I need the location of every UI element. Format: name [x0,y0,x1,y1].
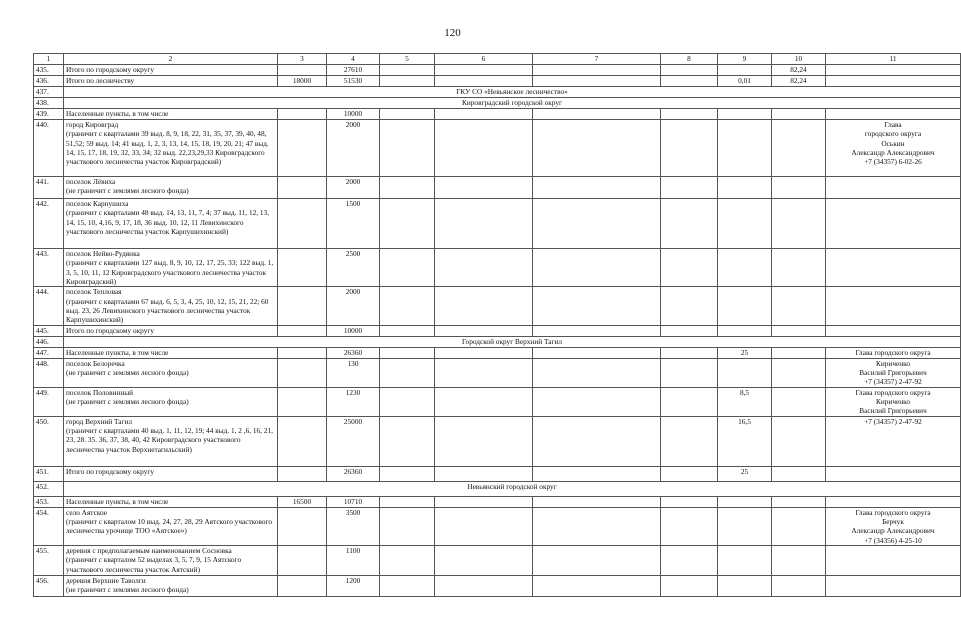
header-cell-2: 2 [64,54,278,65]
col8-value [661,507,718,545]
col6-value [435,120,533,177]
col9-value: 8,5 [718,387,772,416]
table-row [34,65,961,76]
col5-value [380,466,435,481]
col7-value [533,120,661,177]
col8-value [661,545,718,575]
section-row [34,481,961,496]
row-name: село Аятское (граничит с кварталом 10 выд. 24, 27, 28, 29 Аятского участкового лесничества урочище ТОО «Аятское») [64,507,278,545]
header-cell-11: 11 [826,54,961,65]
header-cell-4: 4 [327,54,380,65]
section-title: Городской округ Верхний Тагил [64,336,961,347]
col5-value [380,545,435,575]
col9-value: 16,5 [718,416,772,466]
row-number: 456. [34,575,64,596]
col5-value [380,65,435,76]
table-row [34,199,961,249]
section-title: ГКУ СО «Невьянское лесничество» [64,87,961,98]
contact-info: Глава городского округа Берчук Александр Александрович +7 (34356) 4-25-10 [826,507,961,545]
contact-info [826,496,961,507]
row-name: Итого по городскому округу [64,466,278,481]
col5-value [380,199,435,249]
col7-value [533,347,661,358]
col5-value [380,496,435,507]
col8-value [661,416,718,466]
col10-value [772,347,826,358]
col7-value [533,109,661,120]
contact-info [826,466,961,481]
col4-value: 2500 [327,249,380,287]
col3-value [278,387,327,416]
row-name: Населенные пункты, в том числе [64,496,278,507]
col5-value [380,177,435,199]
col9-value: 0,01 [718,76,772,87]
row-number: 439. [34,109,64,120]
table-row [34,358,961,387]
col3-value [278,199,327,249]
col8-value [661,177,718,199]
col5-value [380,109,435,120]
col8-value [661,575,718,596]
col3-value [278,575,327,596]
col6-value [435,496,533,507]
col9-value [718,545,772,575]
table-row [34,387,961,416]
row-name: поселок Половинный (не граничит с землями лесного фонда) [64,387,278,416]
row-name: поселок Карпушиха (граничит с кварталами 48 выд. 14, 13, 11, 7, 4; 37 выд. 11, 12, 13, 14, 15, 10, 4,16, 9, 17, 18, 36 выд. 10, 12, 11 Левихинского участкового лесничества участок Карпушихинский) [64,199,278,249]
col5-value [380,387,435,416]
header-row [34,54,961,65]
row-number: 451. [34,466,64,481]
col5-value [380,416,435,466]
col5-value [380,249,435,287]
header-cell-6: 6 [435,54,533,65]
header-cell-1: 1 [34,54,64,65]
col10-value [772,416,826,466]
row-name: город Верхний Тагил (граничит с кварталами 40 выд. 1, 11, 12, 19; 44 выд. 1, 2 ,6, 16, 21, 23, 28. 35. 36, 37, 38, 40, 42 Кировградского участкового лесничества участок Верхнетагильский) [64,416,278,466]
col4-value: 1230 [327,387,380,416]
col7-value [533,177,661,199]
row-name: Итого по городскому округу [64,325,278,336]
col3-value: 16500 [278,496,327,507]
col9-value [718,496,772,507]
contact-info [826,109,961,120]
col9-value: 25 [718,347,772,358]
col6-value [435,575,533,596]
row-number: 442. [34,199,64,249]
col7-value [533,575,661,596]
table-row [34,249,961,287]
contact-info [826,575,961,596]
table-row [34,507,961,545]
contact-info: Глава городского округа Оськин Александр Александрович +7 (34357) 6-02-26 [826,120,961,177]
col10-value [772,249,826,287]
header-cell-10: 10 [772,54,826,65]
forest-fire-table [33,53,961,597]
row-number: 449. [34,387,64,416]
section-row [34,336,961,347]
col7-value [533,358,661,387]
contact-info [826,287,961,325]
col4-value: 3500 [327,507,380,545]
contact-info: +7 (34357) 2-47-92 [826,416,961,466]
row-number: 444. [34,287,64,325]
contact-info [826,65,961,76]
table-row [34,466,961,481]
col4-value: 1200 [327,575,380,596]
col3-value [278,507,327,545]
col8-value [661,358,718,387]
col8-value [661,199,718,249]
col10-value [772,287,826,325]
col9-value [718,109,772,120]
row-number: 438. [34,98,64,109]
col10-value [772,120,826,177]
col8-value [661,496,718,507]
col9-value [718,120,772,177]
row-number: 452. [34,481,64,496]
col4-value: 27610 [327,65,380,76]
col6-value [435,325,533,336]
table-row [34,575,961,596]
col3-value [278,347,327,358]
section-title: Невьянский городской округ [64,481,961,496]
col8-value [661,249,718,287]
col5-value [380,76,435,87]
col3-value [278,120,327,177]
section-title: Кировградский городской округ [64,98,961,109]
col9-value [718,358,772,387]
row-name: Населенные пункты, в том числе [64,347,278,358]
header-cell-8: 8 [661,54,718,65]
contact-info [826,76,961,87]
col6-value [435,177,533,199]
col5-value [380,287,435,325]
row-name: Итого по лесничеству [64,76,278,87]
row-number: 446. [34,336,64,347]
header-cell-9: 9 [718,54,772,65]
row-number: 440. [34,120,64,177]
col7-value [533,545,661,575]
col6-value [435,507,533,545]
col3-value [278,358,327,387]
col7-value [533,416,661,466]
col8-value [661,466,718,481]
row-number: 437. [34,87,64,98]
col5-value [380,347,435,358]
contact-info [826,325,961,336]
row-name: деревня Верхние Таволги (не граничит с землями лесного фонда) [64,575,278,596]
table-row [34,325,961,336]
col7-value [533,325,661,336]
table-row [34,496,961,507]
section-row [34,98,961,109]
table-row [34,347,961,358]
col6-value [435,387,533,416]
col10-value [772,496,826,507]
col4-value: 25000 [327,416,380,466]
col5-value [380,575,435,596]
col7-value [533,76,661,87]
col7-value [533,199,661,249]
header-cell-3: 3 [278,54,327,65]
row-name: Итого по городскому округу [64,65,278,76]
col4-value: 2000 [327,177,380,199]
col3-value [278,545,327,575]
row-name: Населенные пункты, в том числе [64,109,278,120]
col3-value: 18000 [278,76,327,87]
col8-value [661,325,718,336]
col4-value: 2000 [327,120,380,177]
col7-value [533,466,661,481]
table-row [34,76,961,87]
col10-value: 82,24 [772,65,826,76]
col3-value [278,466,327,481]
contact-info: Глава городского округа [826,347,961,358]
col4-value: 26360 [327,347,380,358]
row-number: 436. [34,76,64,87]
table-row [34,545,961,575]
page-number: 120 [444,27,461,39]
col6-value [435,466,533,481]
col7-value [533,387,661,416]
header-cell-5: 5 [380,54,435,65]
col10-value [772,177,826,199]
col4-value: 51530 [327,76,380,87]
col9-value [718,65,772,76]
table-row [34,287,961,325]
row-name: деревня с предполагаемым наименованием Сосновка (граничит с кварталом 52 выделах 3, 5, 7, 9, 15 Аятского участкового лесничества участок Аятский) [64,545,278,575]
row-name: поселок Нейво-Рудянка (граничит с кварталами 127 выд. 8, 9, 10, 12, 17, 25, 33; 122 выд. 1, 3, 5, 10, 11, 12 Кировградского участкового лесничества участок Кировградский) [64,249,278,287]
col4-value: 26360 [327,466,380,481]
col4-value: 10000 [327,325,380,336]
col6-value [435,76,533,87]
col7-value [533,507,661,545]
col5-value [380,358,435,387]
table-body [34,65,961,597]
col7-value [533,65,661,76]
col9-value [718,177,772,199]
col9-value [718,507,772,545]
col6-value [435,109,533,120]
col9-value [718,325,772,336]
table-row [34,109,961,120]
row-number: 447. [34,347,64,358]
row-number: 453. [34,496,64,507]
col3-value [278,325,327,336]
col10-value [772,507,826,545]
contact-info [826,545,961,575]
col4-value: 2000 [327,287,380,325]
col10-value [772,358,826,387]
col10-value [772,109,826,120]
section-row [34,87,961,98]
row-number: 455. [34,545,64,575]
col7-value [533,287,661,325]
col10-value [772,387,826,416]
col8-value [661,347,718,358]
col7-value [533,496,661,507]
col10-value [772,325,826,336]
col8-value [661,109,718,120]
col6-value [435,358,533,387]
row-name: поселок Лёвиха (не граничит с землями лесного фонда) [64,177,278,199]
col10-value [772,199,826,249]
col4-value: 130 [327,358,380,387]
col6-value [435,347,533,358]
col4-value: 10000 [327,109,380,120]
col10-value [772,466,826,481]
row-name: поселок Белоречка (не граничит с землями лесного фонда) [64,358,278,387]
col8-value [661,287,718,325]
col6-value [435,545,533,575]
col6-value [435,65,533,76]
col6-value [435,249,533,287]
col5-value [380,120,435,177]
col4-value: 1500 [327,199,380,249]
col9-value [718,287,772,325]
col3-value [278,416,327,466]
row-number: 448. [34,358,64,387]
col4-value: 10710 [327,496,380,507]
contact-info [826,177,961,199]
row-number: 435. [34,65,64,76]
col9-value [718,249,772,287]
contact-info [826,199,961,249]
col10-value: 82,24 [772,76,826,87]
col6-value [435,287,533,325]
row-number: 441. [34,177,64,199]
contact-info [826,249,961,287]
col10-value [772,545,826,575]
row-number: 450. [34,416,64,466]
col8-value [661,387,718,416]
col9-value [718,199,772,249]
col10-value [772,575,826,596]
row-name: поселок Тепловая (граничит с кварталами 67 выд. 6, 5, 3, 4, 25, 10, 12, 15, 21, 22; 60 выд. 23, 26 Левихинского участкового лесничества участок Карпушихинский) [64,287,278,325]
col6-value [435,416,533,466]
col8-value [661,120,718,177]
col5-value [380,507,435,545]
col3-value [278,109,327,120]
col3-value [278,65,327,76]
col9-value [718,575,772,596]
col4-value: 1100 [327,545,380,575]
col3-value [278,249,327,287]
col8-value [661,76,718,87]
col8-value [661,65,718,76]
contact-info: Кириченко Василий Григорьевич +7 (34357) 2-47-92 [826,358,961,387]
row-number: 445. [34,325,64,336]
contact-info: Глава городского округа Кириченко Василий Григорьевич [826,387,961,416]
col6-value [435,199,533,249]
col9-value: 25 [718,466,772,481]
row-name: город Кировград (граничит с кварталами 39 выд. 8, 9, 18, 22, 31, 35, 37, 39, 40, 48, 51,52; 59 выд. 14; 41 выд. 1, 2, 3, 13, 14, 15, 18, 19, 20, 21; 47 выд. 14, 15, 17, 18, 19, 32, 33, 34; 32 выд. 22,23,29,33 Кировградского участкового лесничества участок Кировградский) [64,120,278,177]
table-row [34,416,961,466]
header-cell-7: 7 [533,54,661,65]
table-row [34,177,961,199]
table-row [34,120,961,177]
col5-value [380,325,435,336]
col3-value [278,177,327,199]
row-number: 443. [34,249,64,287]
row-number: 454. [34,507,64,545]
col7-value [533,249,661,287]
col3-value [278,287,327,325]
